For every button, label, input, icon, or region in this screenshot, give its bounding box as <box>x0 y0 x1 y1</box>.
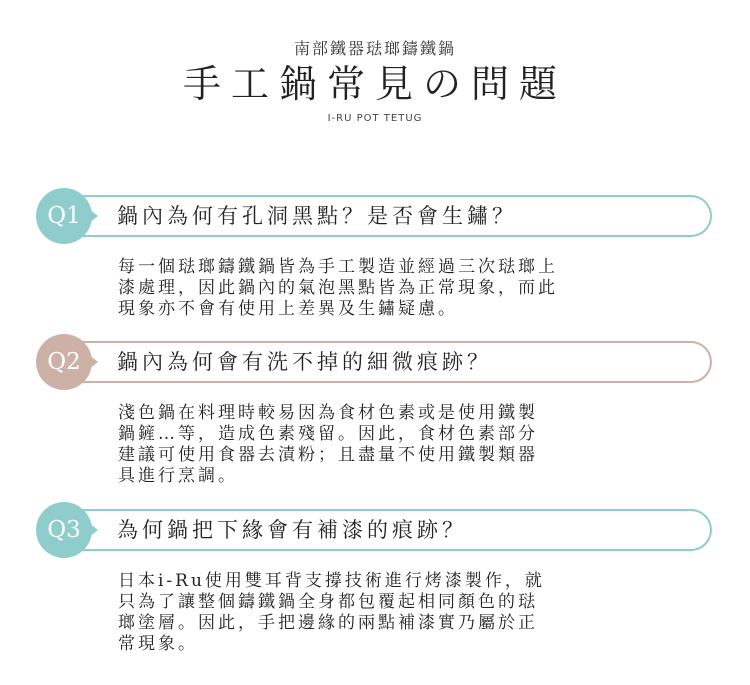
question-badge: Q1 <box>36 188 92 244</box>
answer-line: 常現象。 <box>118 634 198 654</box>
answer-line: 漆處理，因此鍋內的氣泡黑點皆為正常現象，而此 <box>118 278 558 298</box>
badge-arrow <box>89 355 98 369</box>
answer-line: 現象亦不會有使用上差異及生鏽疑慮。 <box>118 299 458 319</box>
question-badge: Q3 <box>36 502 92 558</box>
answer-line: 每一個琺瑯鑄鐵鍋皆為手工製造並經過三次琺瑯上 <box>118 257 558 277</box>
question-badge: Q2 <box>36 334 92 390</box>
answer-line: 淺色鍋在料理時較易因為食材色素或是使用鐵製 <box>118 403 538 423</box>
question-text: 鍋內為何會有洗不掉的細微痕跡？ <box>117 350 492 374</box>
question-text: 鍋內為何有孔洞黑點？是否會生鏽？ <box>117 204 517 228</box>
answer-text <box>118 257 678 320</box>
badge-arrow <box>89 209 98 223</box>
answer-line: 建議可使用食器去漬粉；且盡量不使用鐵製類器 <box>118 445 538 465</box>
badge-arrow <box>89 523 98 537</box>
question-text: 為何鍋把下緣會有補漆的痕跡？ <box>117 518 467 542</box>
answer-line: 具進行烹調。 <box>118 466 238 486</box>
answer-line: 日本i-Ru使用雙耳背支撐技術進行烤漆製作，就 <box>118 571 545 591</box>
answer-line: 只為了讓整個鑄鐵鍋全身都包覆起相同顏色的琺 <box>118 592 538 612</box>
header-tagline: I-RU POT TETUG <box>327 113 423 124</box>
header-subtitle: 南部鐵器琺瑯鑄鐵鍋 <box>293 39 456 58</box>
page-title: 手工鍋常見の問題 <box>182 62 567 106</box>
answer-line: 瑯塗層。因此，手把邊緣的兩點補漆實乃屬於正 <box>118 613 538 633</box>
answer-line: 鍋鏟…等，造成色素殘留。因此，食材色素部分 <box>118 424 538 444</box>
answer-text <box>118 403 678 487</box>
answer-text <box>118 571 678 655</box>
